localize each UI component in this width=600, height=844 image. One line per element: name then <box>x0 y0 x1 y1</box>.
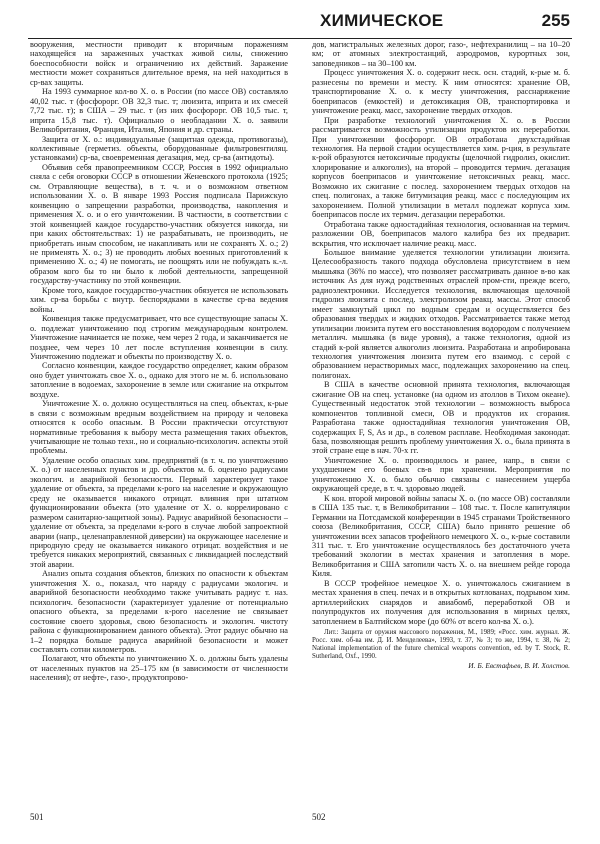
paragraph: Уничтожение Х. о. должно осуществляться на спец. объектах, к-рые в связи с возможным вредным воздействием на природу и человека относятся к особо опасным. В России практически отсутствуют нормативные требования к выбору места размещения таких объектов, учитывающие не только техн., но и социально-психологич. аспекты этой проблемы. <box>30 399 288 456</box>
paragraph: Процесс уничтожения Х. о. содержит неск. осн. стадий, к-рые м. б. разнесены по времени и месту. К ним относятся: хранение ОВ, транспортирование Х. о. к месту уничтожения, расснаряжение боеприпасов (емкостей) и детоксикация ОВ, транспортировка и уничтожение реакц. масс, захоронение твердых отходов. <box>312 68 570 116</box>
paragraph: Согласно конвенции, каждое государство определяет, каким образом оно будет уничтожать свое Х. о., однако для этого не м. б. использовано затопление в водоемах, захоронение в земле или сжигание на открытом воздухе. <box>30 361 288 399</box>
paragraph: В США в качестве основной принята технология, включающая сжигание ОВ на спец. установке (на одном из атоллов в Тихом океане). Существенный недостаток этой технологии – возможность выброса компонентов топливной смеси, ОВ и продуктов их сгорания. Разработана также одностадийная технология уничтожения ОВ, содержащих F, S, As и др., в солевом расплаве. Необходимая законодат. база, позволяющая решить проблему уничтожения Х. о., была принята в этой стране еще в нач. 70-х гг. <box>312 380 570 456</box>
left-column <box>30 40 288 800</box>
page-number: 255 <box>541 11 570 30</box>
paragraph: вооружения, местности приводит к вторичным поражениям находящейся на зараженных участках живой силы, снижению боеспособности войск и ограничению их действий. Заражение местности может сохраняться длительное время, на ней находиться в ср-вах защиты. <box>30 40 288 87</box>
paragraph: При разработке технологий уничтожения Х. о. в России рассматривается возможность утилизации продуктов их переработки. При уничтожении фосфорорг. ОВ отработана двухстадийная технология. На первой стадии осуществляется хим. р-ция, в результате к-рой образуются нетоксичные продукты (щелочной гидролиз, окислит. хлорирование и алкоголиз), на второй – проводится термич. дегазация корпусов боеприпасов и уничтожение нетоксичных реакц. масс. Возможно их сжигание с послед. захоронением твердых отходов на спец. полигонах, а также битумизация реакц. масс с последующим их захоронением. Полной утилизации в металл подлежат корпуса хим. боеприпасов после их термич. дегазации переработки. <box>312 115 570 220</box>
paragraph: дов, магистральных железных дорог, газо-, нефтехранилищ – на 10–20 км; от атомных электростанций, аэродромов, курортных зон, заповедников – на 30–100 км. <box>312 40 570 68</box>
paragraph: В СССР трофейное немецкое Х. о. уничтожалось сжиганием в местах хранения в спец. печах и в открытых котлованах, подрывом хим. артиллерийских снарядов и авиабомб, переработкой ОВ и полупродуктов их получения для использования в мирных целях, затоплением в Балтийском море (до 60% от всего кол-ва Х. о.). <box>312 578 570 626</box>
footer-page-left: 501 <box>30 812 44 822</box>
paragraph: Отработана также одностадийная технология, основанная на термич. разложении ОВ, боеприпасов малого калибра без их предварит. вскрытия, что исключает наличие реакц. масс. <box>312 219 570 248</box>
paragraph: Объявив себя правопреемником СССР, Россия в 1992 официально сняла с себя оговорки СССР в отношении Женевского протокола (1925; см. Отравляющие вещества), в т. ч. и о возможном ответном использовании Х. о. В январе 1993 Россия подписала Парижскую конвенцию о запрещении разработки, производства, накопления и применения Х. о. и о его уничтожении. В частности, в соответствии с этой конвенцией каждое государство-участник обязуется никогда, ни при каких обстоятельствах: 1) не разрабатывать, не производить, не приобретать иным способом, не накапливать или не сохранять Х. о.; 2) не применять Х. о.; 3) не проводить любых военных приготовлений к применению Х. о.; 4) не помогать, не поощрять или не побуждать к.-л. образом кого бы то ни было к любой деятельности, запрещенной государству-участнику по этой конвенции. <box>30 162 288 286</box>
article-authors: И. Б. Евстафьев, В. И. Холстов. <box>468 661 570 671</box>
header-title: ХИМИЧЕСКОЕ <box>320 11 444 30</box>
paragraph: На 1993 суммарное кол-во Х. о. в России (по массе ОВ) составляло 40,02 тыс. т (фосфорорг. ОВ 32,3 тыс. т; люизита, иприта и их смесей 7,72 тыс. т); в США – 29 тыс. т (из них фосфорорг. ОВ 10,5 тыс. т, иприта 15,8 тыс. т). Официально о необладании Х. о. заявили Великобритания, Франция, Италия, Япония и др. страны. <box>30 87 288 135</box>
footer-page-right: 502 <box>312 812 326 822</box>
paragraph: К кон. второй мировой войны запасы Х. о. (по массе ОВ) составляли в США 135 тыс. т, в Великобритании – 108 тыс. т. После капитуляции Германии на Потсдамской конференции в 1945 странами Тройственного союза (Великобритания, СССР, США) было принято решение об уничтожении всех запасов трофейного немецкого Х. о., к-рые составили 311 тыс. т. Его уничтожение осуществлялось без достаточного учета требований экологии в местах хранения и затопления в море. Великобритания и США затопили часть Х. о. на внешнем рейде города Киля. <box>312 493 570 579</box>
paragraph: Полагают, что объекты по уничтожению Х. о. должны быть удалены от населенных пунктов на 25–175 км (в зависимости от численности населения); от нефте-, газо-, продуктопрово- <box>30 654 288 683</box>
literature-references: Лит.: Защита от оружия массового поражения, М., 1989; «Росс. хим. журнал. Ж. Росс. хим. об-ва им. Д. И. Менделеева», 1993, т. 37, № 3; то же, 1994, т. 38, № 2; National implementation of the future chemical weapons convention, ed. by T. Stock, R. Sutherland, Oxf., 1990. <box>312 629 570 661</box>
paragraph: Конвенция также предусматривает, что все существующие запасы Х. о. подлежат уничтожению под строгим международным контролем. Уничтожение начинается не позже, чем через 2 года, и заканчивается не позднее, чем через 10 лет после вступления конвенции в силу. Уничтожению подлежат и объекты по производству Х. о. <box>30 314 288 361</box>
header-rule <box>28 38 572 39</box>
paragraph: Защита от Х. о.: индивидуальные (защитная одежда, противогазы), коллективные (герметиз. объекты, оборудованные фильтровентиляц. установками) ср-ва, своевременная дегазация, мед. ср-ва (антидоты). <box>30 134 288 163</box>
paragraph: Большое внимание уделяется технологии утилизации люизита. Целесообразность такого подхода обусловлена присутствием в нем мышьяка (36% по массе), что позволяет рассматривать данное в-во как источник As для нужд родственных отраслей пром-сти, прежде всего, радиоэлектроники. Исследуется технология, включающая щелочной гидролиз люизита с послед. электролизом реакц. массы. Этот способ имеет замкнутый цикл по водным средам и осуществляется без образования твердых и жидких отходов. Рассматривается также метод утилизации люизита путем его восстановления водородом с получением металлич. мышьяка (в виде уровня), а также технология, одной из стадий к-рой является алкоголиз люизита. Разработана и апробирована технология уничтожения люизита путем его взаимод. с серой с образованием нерастворимых масс, подлежащих захоронению на спец. полигонах. <box>312 247 570 380</box>
paragraph: Анализ опыта создания объектов, близких по опасности к объектам уничтожения Х. о., показал, что наряду с радиусами экологич. и аварийной безопасности необходимо также учитывать радиус т. наз. психологич. безопасности (характеризует удаление от потенциально опасного объекта, за пределами к-рого население не связывает состояние своего здоровья, свою безопасность и экологич. чистоту района с функционированием данного объекта). Этот радиус обычно на 1–2 порядка больше радиуса аварийной безопасности и может составлять сотни километров. <box>30 569 288 654</box>
paragraph: Уничтожение Х. о. производилось и ранее, напр., в связи с ухудшением его боевых св-в при хранении. Мероприятия по уничтожению Х. о. было обычно связаны с нанесением ущерба окружающей среде, в т. ч. здоровью людей. <box>312 455 570 494</box>
right-column <box>312 40 570 800</box>
running-header <box>320 11 570 33</box>
paragraph: Кроме того, каждое государство-участник обязуется не использовать хим. ср-ва борьбы с внутр. беспорядками в качестве ср-ва ведения войны. <box>30 285 288 314</box>
paragraph: Удаление особо опасных хим. предприятий (в т. ч. по уничтожению Х. о.) от населенных пунктов и др. объектов м. б. оценено радиусами экологич. и аварийной безопасности. Первый характеризует такое удаление от объекта, за пределами к-рого на население и окружающую среду не оказывается никакого отрицат. влияния при штатном функционировании объекта (это удаление от Х. о. коррелировано с размером санитарно-защитной зоны). Радиус аварийной безопасности – удаление от объекта, за пределами к-рого в случае любой запроектной аварии (напр., целенаправленной диверсии) на окружающее население и природную среду не оказывается никакого отрицат. воздействия и не требуется никаких мероприятий, связанных с ликвидацией последствий этой аварии. <box>30 455 288 569</box>
